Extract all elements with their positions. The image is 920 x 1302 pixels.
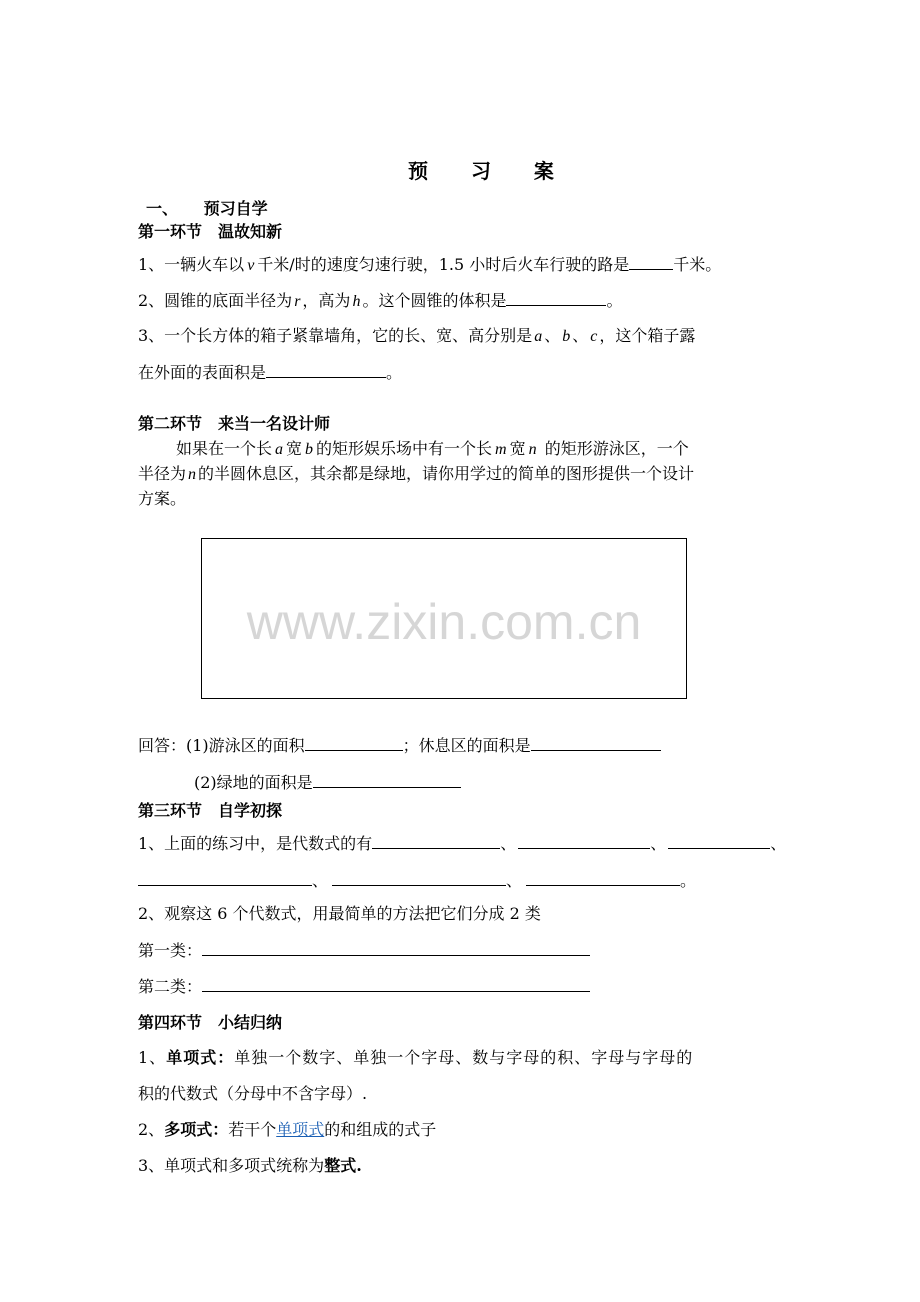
text: 单独一个数字、单独一个字母、数与字母的积、字母与字母的 bbox=[234, 1048, 694, 1067]
separator: 、 bbox=[506, 871, 523, 890]
section-label: 预习自学 bbox=[203, 199, 268, 218]
section-heading bbox=[146, 199, 268, 219]
text: 1、一辆火车以 bbox=[138, 255, 245, 274]
page-title: 预 习 案 bbox=[408, 159, 572, 183]
text: 2、圆锥的底面半径为 bbox=[138, 291, 293, 310]
watermark: www.zixin.com.cn bbox=[246, 594, 642, 650]
text: 回答：(1)游泳区的面积 bbox=[138, 736, 305, 755]
term: 多项式： bbox=[164, 1120, 229, 1139]
definition-1 bbox=[138, 1048, 693, 1068]
text: ，这个箱子露 bbox=[599, 326, 696, 345]
text: 。 bbox=[386, 363, 403, 382]
text: 3、单项式和多项式统称为 bbox=[138, 1156, 325, 1175]
text: 。这个圆锥的体积是 bbox=[362, 291, 507, 310]
text: 2、 bbox=[138, 1120, 165, 1139]
category-1 bbox=[138, 940, 590, 961]
text: 半径为 bbox=[138, 464, 187, 483]
answer-blank[interactable] bbox=[629, 254, 673, 270]
stage4-heading: 第四环节 小结归纳 bbox=[138, 1013, 283, 1032]
stage2-paragraph-line-1 bbox=[176, 439, 689, 460]
stage1-heading: 第一环节 温故知新 bbox=[138, 222, 283, 241]
text: 若干个 bbox=[228, 1120, 277, 1139]
text: 千米/时的速度匀速行驶，1.5 小时后火车行驶的路是 bbox=[257, 255, 630, 274]
separator: 、 bbox=[650, 834, 667, 853]
answer-blank[interactable] bbox=[668, 833, 770, 849]
text: 第二类： bbox=[138, 977, 203, 996]
text: 的矩形娱乐场中有一个长 bbox=[316, 439, 493, 458]
variable: m bbox=[495, 441, 507, 458]
text: 的矩形游泳区，一个 bbox=[539, 439, 689, 458]
design-drawing-area[interactable] bbox=[201, 538, 687, 699]
stage3-heading: 第三环节 自学初探 bbox=[138, 801, 283, 820]
text: 1、上面的练习中，是代数式的有 bbox=[138, 834, 373, 853]
text: 第一类： bbox=[138, 941, 203, 960]
answer-blank[interactable] bbox=[202, 940, 590, 956]
answer-blank[interactable] bbox=[372, 833, 500, 849]
text: 的半圆休息区，其余都是绿地，请你用学过的简单的图形提供一个设计 bbox=[198, 464, 695, 483]
answer-blank[interactable] bbox=[526, 870, 680, 886]
text: (2)绿地的面积是 bbox=[194, 773, 313, 792]
text: 。 bbox=[680, 871, 697, 890]
variable: a bbox=[275, 441, 284, 458]
text: 的和组成的式子 bbox=[324, 1120, 437, 1139]
variable: c bbox=[590, 328, 598, 345]
answer-blank[interactable] bbox=[518, 833, 650, 849]
stage2-paragraph-line-3: 方案。 bbox=[138, 489, 187, 508]
text: 宽 bbox=[286, 439, 303, 458]
variable: n bbox=[528, 441, 537, 458]
variable: a bbox=[534, 328, 543, 345]
definition-1-cont: 积的代数式（分母中不含字母）. bbox=[138, 1084, 368, 1103]
text: 宽 bbox=[509, 439, 526, 458]
variable: b bbox=[562, 328, 571, 345]
definition-3 bbox=[138, 1156, 362, 1176]
answer-line-1 bbox=[138, 735, 661, 756]
separator: 、 bbox=[312, 871, 329, 890]
stage2-paragraph-line-2 bbox=[138, 464, 694, 485]
text: 、 bbox=[572, 326, 589, 345]
stage2-heading: 第二环节 来当一名设计师 bbox=[138, 414, 331, 433]
answer-blank[interactable] bbox=[202, 976, 590, 992]
variable: n bbox=[188, 466, 197, 483]
answer-blank[interactable] bbox=[332, 870, 506, 886]
stage1-question-3 bbox=[138, 326, 695, 347]
text: 3、一个长方体的箱子紧靠墙角，它的长、宽、高分别是 bbox=[138, 326, 533, 345]
text: 。 bbox=[606, 291, 623, 310]
text: 千米。 bbox=[673, 255, 722, 274]
stage3-question-1-cont bbox=[138, 870, 696, 891]
variable: b bbox=[305, 441, 314, 458]
stage3-question-2: 2、观察这 6 个代数式，用最简单的方法把它们分成 2 类 bbox=[138, 904, 541, 923]
text: 在外面的表面积是 bbox=[138, 363, 267, 382]
answer-blank[interactable] bbox=[138, 870, 312, 886]
answer-blank[interactable] bbox=[531, 735, 661, 751]
separator: 、 bbox=[500, 834, 517, 853]
term: 整式. bbox=[324, 1156, 362, 1175]
answer-blank[interactable] bbox=[305, 735, 403, 751]
text: ；休息区的面积是 bbox=[402, 736, 531, 755]
separator: 、 bbox=[770, 834, 787, 853]
definition-2 bbox=[138, 1120, 436, 1140]
stage1-question-1 bbox=[138, 254, 721, 276]
stage3-question-1 bbox=[138, 833, 786, 854]
text: 1、 bbox=[138, 1048, 167, 1067]
text: 、 bbox=[544, 326, 561, 345]
category-2 bbox=[138, 976, 590, 997]
section-number: 一、 bbox=[146, 199, 179, 218]
answer-blank[interactable] bbox=[313, 772, 461, 788]
term: 单项式： bbox=[166, 1048, 235, 1067]
variable: h bbox=[352, 293, 361, 310]
monomial-link[interactable]: 单项式 bbox=[276, 1120, 325, 1139]
answer-blank[interactable] bbox=[266, 362, 386, 378]
variable: v bbox=[247, 257, 255, 274]
variable: r bbox=[294, 293, 301, 310]
text: 如果在一个长 bbox=[176, 439, 273, 458]
stage1-question-3-cont bbox=[138, 362, 402, 383]
text: ，高为 bbox=[302, 291, 351, 310]
answer-line-2 bbox=[194, 772, 461, 793]
answer-blank[interactable] bbox=[506, 290, 606, 306]
stage1-question-2 bbox=[138, 290, 622, 312]
